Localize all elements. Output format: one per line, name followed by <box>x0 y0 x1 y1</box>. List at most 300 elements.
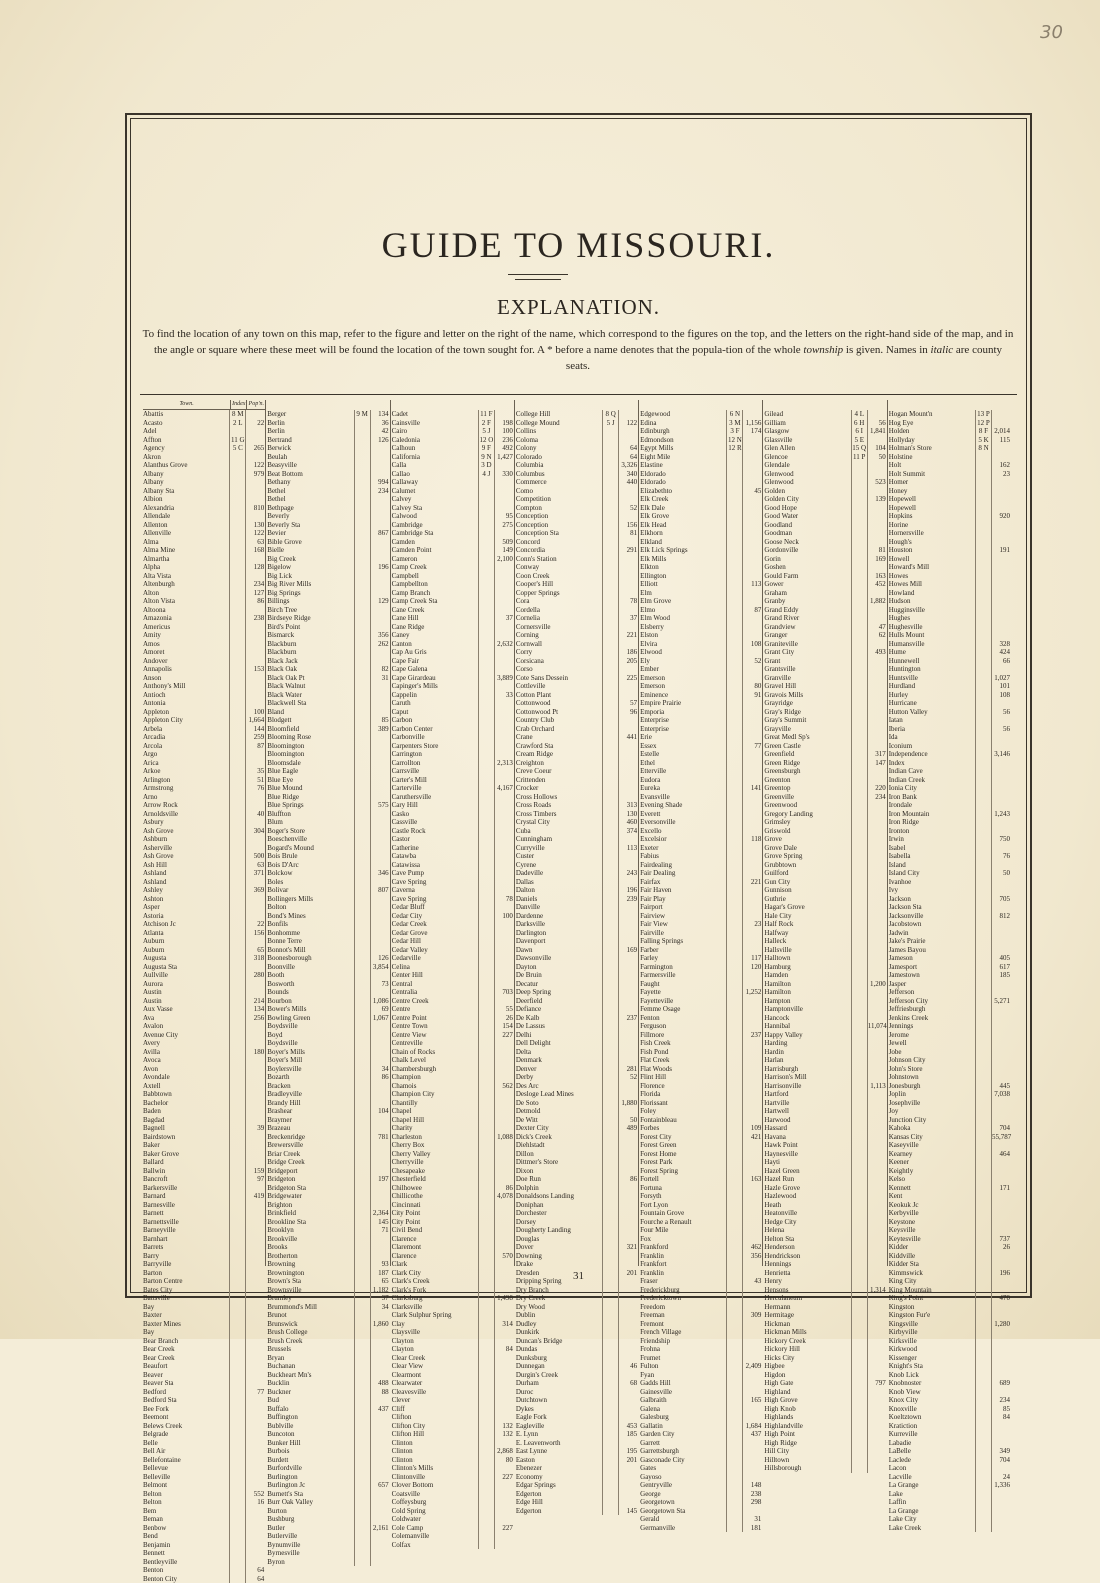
town-row <box>267 1481 389 1490</box>
town-row <box>889 716 1011 725</box>
town-row <box>640 1481 762 1490</box>
town-population: 45 <box>742 487 762 496</box>
town-row <box>640 1354 762 1363</box>
town-population <box>245 980 265 989</box>
town-name: Joplin <box>889 1090 975 1099</box>
town-name: Haynesville <box>764 1150 850 1159</box>
town-row <box>764 1065 886 1074</box>
town-row <box>764 1464 886 1473</box>
town-index <box>851 606 867 615</box>
town-index <box>851 827 867 836</box>
town-name: Hamburg <box>764 963 850 972</box>
town-index <box>478 1014 494 1023</box>
town-index <box>851 1362 867 1371</box>
town-population <box>370 742 390 751</box>
town-index <box>975 886 991 895</box>
town-name: Gerald <box>640 1515 726 1524</box>
town-name: Isabel <box>889 844 975 853</box>
town-population <box>742 1014 762 1023</box>
town-population <box>494 1498 514 1507</box>
town-name: Enterprise <box>640 725 726 734</box>
column-header-spacer <box>889 400 1011 410</box>
town-index <box>478 1005 494 1014</box>
town-index <box>726 767 742 776</box>
town-name: Bagnell <box>143 1124 229 1133</box>
town-name: Affton <box>143 436 229 445</box>
town-row <box>516 1116 638 1125</box>
town-population <box>867 1260 887 1269</box>
town-row <box>267 1422 389 1431</box>
town-index <box>229 657 245 666</box>
town-row <box>516 1226 638 1235</box>
town-row <box>267 793 389 802</box>
town-row <box>764 563 886 572</box>
town-population <box>867 1362 887 1371</box>
town-index <box>726 1090 742 1099</box>
town-name: Bublville <box>267 1422 353 1431</box>
town-name: Dadeville <box>516 869 602 878</box>
town-population: 64 <box>618 444 638 453</box>
town-population <box>991 767 1011 776</box>
town-row <box>764 1175 886 1184</box>
town-population: 95 <box>494 512 514 521</box>
town-population: 1,427 <box>494 453 514 462</box>
town-population <box>867 1345 887 1354</box>
town-index <box>851 1201 867 1210</box>
town-row <box>764 759 886 768</box>
town-index <box>354 1456 370 1465</box>
town-index <box>726 1286 742 1295</box>
town-name: Griswold <box>764 827 850 836</box>
town-row <box>889 665 1011 674</box>
town-index <box>851 470 867 479</box>
town-name: Chain of Rocks <box>392 1048 478 1057</box>
town-population <box>867 1048 887 1057</box>
town-row <box>267 1396 389 1405</box>
town-name: Georgetown <box>640 1498 726 1507</box>
town-index <box>229 1243 245 1252</box>
town-index: 2 L <box>229 419 245 428</box>
town-name: Glenwood <box>764 478 850 487</box>
town-row <box>143 1116 265 1125</box>
town-population: 129 <box>370 597 390 606</box>
town-population <box>618 861 638 870</box>
town-population <box>991 886 1011 895</box>
town-population: 104 <box>370 1107 390 1116</box>
town-population <box>494 954 514 963</box>
town-index <box>975 1328 991 1337</box>
town-name: Boyer's Mill <box>267 1056 353 1065</box>
town-row <box>143 844 265 853</box>
town-population: 130 <box>618 810 638 819</box>
town-row <box>143 1405 265 1414</box>
town-index <box>478 640 494 649</box>
town-name: Clinton <box>392 1447 478 1456</box>
town-row <box>889 980 1011 989</box>
town-name: Clinton <box>392 1439 478 1448</box>
town-population <box>370 1252 390 1261</box>
town-population <box>245 1447 265 1456</box>
town-name: Braymer <box>267 1116 353 1125</box>
town-population <box>370 453 390 462</box>
town-population <box>991 623 1011 632</box>
town-name: Irwin <box>889 835 975 844</box>
town-index <box>851 572 867 581</box>
town-population: 50 <box>991 869 1011 878</box>
town-row <box>267 1124 389 1133</box>
town-population <box>991 1141 1011 1150</box>
town-index <box>975 546 991 555</box>
town-name: High Knob <box>764 1405 850 1414</box>
town-name: Custer <box>516 852 602 861</box>
town-index <box>975 648 991 657</box>
town-index <box>354 1413 370 1422</box>
town-index <box>354 852 370 861</box>
town-row <box>143 886 265 895</box>
town-row <box>764 912 886 921</box>
town-name: Castor <box>392 835 478 844</box>
town-index <box>478 937 494 946</box>
town-population <box>991 555 1011 564</box>
town-row <box>392 818 514 827</box>
town-index <box>975 589 991 598</box>
town-row <box>640 529 762 538</box>
town-name: Graniteville <box>764 640 850 649</box>
town-index <box>726 1473 742 1482</box>
town-population: 145 <box>370 1218 390 1227</box>
town-population <box>618 1439 638 1448</box>
town-name: Berlin <box>267 427 353 436</box>
town-index <box>851 971 867 980</box>
town-name: Ionia City <box>889 784 975 793</box>
town-name: Half Rock <box>764 920 850 929</box>
town-name: Chilhowee <box>392 1184 478 1193</box>
town-name: Indian Creek <box>889 776 975 785</box>
town-index <box>229 1175 245 1184</box>
town-index <box>478 1515 494 1524</box>
town-population: 100 <box>494 912 514 921</box>
town-name: Bielle <box>267 546 353 555</box>
town-index <box>602 1260 618 1269</box>
town-population <box>867 1422 887 1431</box>
town-row <box>267 1388 389 1397</box>
town-row <box>889 1413 1011 1422</box>
town-name: Dry Creek <box>516 1294 602 1303</box>
town-population: 100 <box>494 427 514 436</box>
town-row <box>516 1311 638 1320</box>
town-index <box>354 793 370 802</box>
town-name: Columbia <box>516 461 602 470</box>
town-population: 462 <box>742 1243 762 1252</box>
town-row <box>392 444 514 453</box>
town-population <box>867 1005 887 1014</box>
town-row <box>764 810 886 819</box>
town-name: Birch Tree <box>267 606 353 615</box>
town-row <box>516 912 638 921</box>
town-row <box>267 555 389 564</box>
town-row <box>889 410 1011 419</box>
town-row <box>143 852 265 861</box>
town-index <box>602 631 618 640</box>
town-population: 156 <box>618 521 638 530</box>
town-name: Competition <box>516 495 602 504</box>
town-index <box>478 946 494 955</box>
town-row <box>516 444 638 453</box>
town-row <box>143 606 265 615</box>
town-row <box>267 682 389 691</box>
town-name: Crane <box>516 733 602 742</box>
town-row <box>640 886 762 895</box>
town-index <box>229 1048 245 1057</box>
town-population: 234 <box>370 487 390 496</box>
town-name: Bloomington <box>267 742 353 751</box>
town-row <box>267 512 389 521</box>
town-row <box>764 852 886 861</box>
town-row <box>143 1124 265 1133</box>
town-index <box>975 1048 991 1057</box>
town-index: 9 N <box>478 453 494 462</box>
town-index <box>851 1175 867 1184</box>
town-population <box>494 529 514 538</box>
town-name: Calvey Sta <box>392 504 478 513</box>
town-index <box>602 1073 618 1082</box>
town-population: 220 <box>867 784 887 793</box>
town-population: 84 <box>494 1345 514 1354</box>
town-row <box>889 512 1011 521</box>
town-row <box>764 1082 886 1091</box>
town-name: Bancroft <box>143 1175 229 1184</box>
town-row <box>143 572 265 581</box>
column-header-spacer <box>516 400 638 410</box>
town-row <box>889 1439 1011 1448</box>
town-population <box>867 886 887 895</box>
town-index <box>975 555 991 564</box>
town-index <box>478 929 494 938</box>
town-row <box>764 1311 886 1320</box>
town-row <box>143 1107 265 1116</box>
town-index <box>354 580 370 589</box>
town-name: Calwood <box>392 512 478 521</box>
town-index: 6 I <box>851 427 867 436</box>
town-name: Black Jack <box>267 657 353 666</box>
town-index <box>229 980 245 989</box>
town-index <box>478 657 494 666</box>
town-index <box>229 912 245 921</box>
town-index <box>229 1354 245 1363</box>
town-name: Americus <box>143 623 229 632</box>
town-row <box>392 1507 514 1516</box>
town-row <box>143 1065 265 1074</box>
town-row <box>889 869 1011 878</box>
town-name: French Village <box>640 1328 726 1337</box>
town-index <box>602 801 618 810</box>
explanation-italic-2: italic <box>931 344 954 356</box>
town-population <box>245 1141 265 1150</box>
town-row <box>143 495 265 504</box>
town-name: Coffeysburg <box>392 1498 478 1507</box>
town-index <box>975 1337 991 1346</box>
town-row <box>640 903 762 912</box>
town-row <box>267 1549 389 1558</box>
town-population: 1,027 <box>991 674 1011 683</box>
town-name: Hopewell <box>889 495 975 504</box>
town-population <box>245 1073 265 1082</box>
town-index <box>602 725 618 734</box>
town-row <box>764 929 886 938</box>
town-name: Carbonville <box>392 733 478 742</box>
town-row <box>143 750 265 759</box>
town-row <box>143 1218 265 1227</box>
town-row <box>764 708 886 717</box>
town-name: Hamilton <box>764 980 850 989</box>
town-population <box>245 1371 265 1380</box>
town-population <box>867 1337 887 1346</box>
town-name: Akron <box>143 453 229 462</box>
town-population <box>245 1439 265 1448</box>
town-name: Elk Dale <box>640 504 726 513</box>
town-index <box>975 869 991 878</box>
town-name: Clearwater <box>392 1379 478 1388</box>
town-index <box>354 1464 370 1473</box>
town-index <box>354 1218 370 1227</box>
town-population: 562 <box>494 1082 514 1091</box>
town-row <box>764 784 886 793</box>
town-population <box>742 1464 762 1473</box>
town-name: Bonfils <box>267 920 353 929</box>
town-name: Golden City <box>764 495 850 504</box>
town-row <box>640 589 762 598</box>
town-population: 196 <box>618 886 638 895</box>
town-name: Excello <box>640 827 726 836</box>
town-name: Brush Creek <box>267 1337 353 1346</box>
town-population <box>245 1039 265 1048</box>
town-row <box>392 1005 514 1014</box>
town-name: Fyan <box>640 1371 726 1380</box>
town-row <box>889 1371 1011 1380</box>
town-index <box>229 929 245 938</box>
town-index <box>478 1481 494 1490</box>
town-population: 88 <box>370 1388 390 1397</box>
town-name: Butlerville <box>267 1532 353 1541</box>
town-name: Galbraith <box>640 1396 726 1405</box>
town-population: 304 <box>245 827 265 836</box>
town-name: Cape Girardeau <box>392 674 478 683</box>
town-name: Axtell <box>143 1082 229 1091</box>
town-row <box>764 946 886 955</box>
town-name: Central <box>392 980 478 989</box>
town-population <box>245 1252 265 1261</box>
town-index <box>602 1005 618 1014</box>
town-name: Conn's Station <box>516 555 602 564</box>
town-population <box>867 733 887 742</box>
town-population <box>618 538 638 547</box>
town-row <box>392 665 514 674</box>
town-row <box>764 1320 886 1329</box>
town-row <box>267 767 389 776</box>
town-name: Baxter Mines <box>143 1320 229 1329</box>
town-population <box>742 1447 762 1456</box>
town-population <box>867 665 887 674</box>
town-name: Beat Bottom <box>267 470 353 479</box>
town-population: 3,854 <box>370 963 390 972</box>
town-row <box>267 912 389 921</box>
town-population <box>742 1226 762 1235</box>
town-index <box>229 1116 245 1125</box>
town-population <box>867 1090 887 1099</box>
town-population <box>618 1286 638 1295</box>
town-row <box>267 529 389 538</box>
town-index <box>726 461 742 470</box>
town-index <box>975 1490 991 1499</box>
town-name: Darksville <box>516 920 602 929</box>
town-name: Cottonwood <box>516 699 602 708</box>
town-name: Falling Springs <box>640 937 726 946</box>
town-index <box>851 784 867 793</box>
town-row <box>889 1201 1011 1210</box>
town-population <box>494 1158 514 1167</box>
town-population <box>618 1473 638 1482</box>
town-row <box>889 1090 1011 1099</box>
town-population: 52 <box>618 1073 638 1082</box>
town-index <box>354 929 370 938</box>
town-name: Goodman <box>764 529 850 538</box>
town-index <box>851 1252 867 1261</box>
town-population <box>370 521 390 530</box>
town-index <box>478 852 494 861</box>
town-name: Caverna <box>392 886 478 895</box>
town-row <box>516 1048 638 1057</box>
town-index <box>726 1345 742 1354</box>
town-row <box>143 1456 265 1465</box>
town-index <box>354 895 370 904</box>
town-row <box>143 504 265 513</box>
town-name: Flat Creek <box>640 1056 726 1065</box>
town-index <box>975 682 991 691</box>
town-population <box>991 776 1011 785</box>
town-row <box>267 878 389 887</box>
town-population <box>370 444 390 453</box>
town-row <box>143 878 265 887</box>
town-row <box>516 725 638 734</box>
town-index <box>726 980 742 989</box>
town-name: Clayton <box>392 1345 478 1354</box>
town-index <box>726 1362 742 1371</box>
town-name: Centre View <box>392 1031 478 1040</box>
town-population <box>991 529 1011 538</box>
town-index <box>229 512 245 521</box>
town-index <box>602 1294 618 1303</box>
town-name: Arcola <box>143 742 229 751</box>
town-index <box>726 606 742 615</box>
town-row <box>516 818 638 827</box>
town-row <box>516 997 638 1006</box>
town-index <box>354 1354 370 1363</box>
town-population <box>494 1405 514 1414</box>
town-index <box>478 1175 494 1184</box>
town-name: Beasyville <box>267 461 353 470</box>
town-index <box>726 453 742 462</box>
town-index <box>229 1524 245 1533</box>
town-name: Altenburgh <box>143 580 229 589</box>
town-population <box>494 1201 514 1210</box>
town-population <box>742 1065 762 1074</box>
town-row <box>640 1447 762 1456</box>
town-index <box>975 1311 991 1320</box>
town-name: Avenue City <box>143 1031 229 1040</box>
town-index <box>726 1320 742 1329</box>
town-name: Annapolis <box>143 665 229 674</box>
town-row <box>640 1456 762 1465</box>
